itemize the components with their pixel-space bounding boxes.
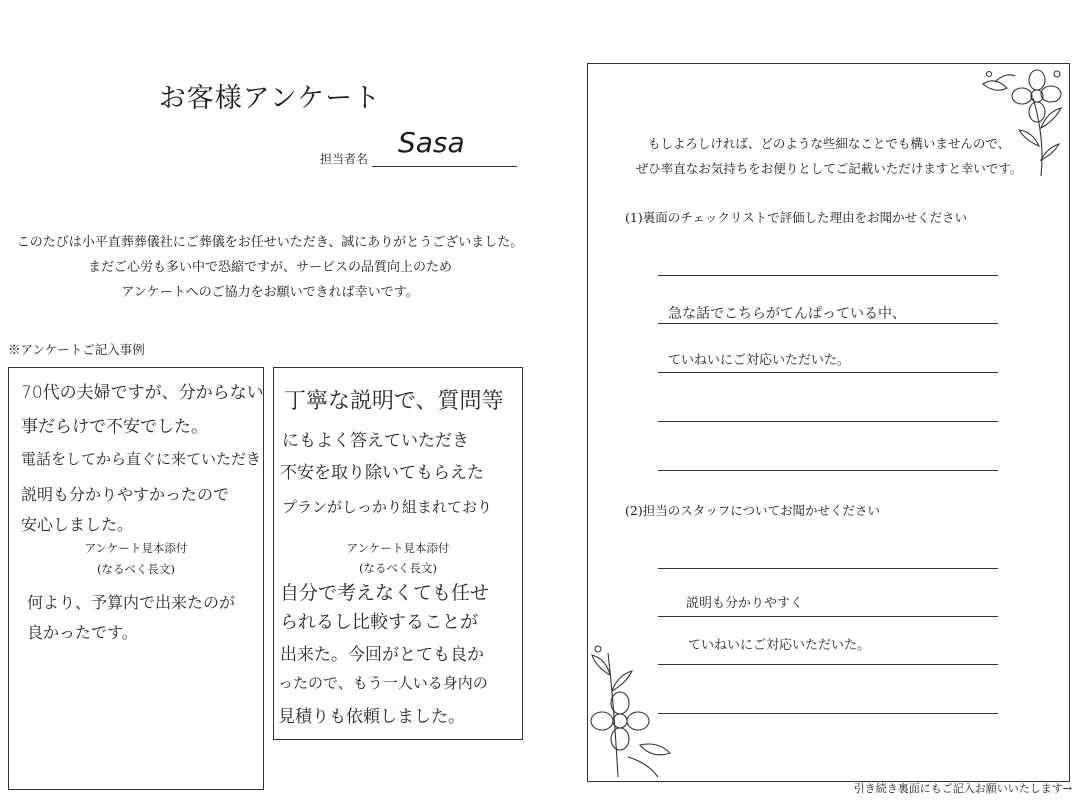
answer-line bbox=[658, 470, 998, 471]
example-box-right bbox=[273, 367, 523, 740]
handwritten-line: 出来た。今回がとても良か bbox=[280, 645, 484, 665]
handwritten-line: 安心しました。 bbox=[21, 515, 134, 534]
footer-note: 引き続き裏面にもご記入お願いいたします→ bbox=[853, 782, 1072, 795]
answer-line bbox=[658, 275, 998, 276]
intro-line: まだご心労も多い中で恐縮ですが、サービスの品質向上のため bbox=[87, 260, 452, 275]
handwritten-line: 不安を取り除いてもらえた bbox=[280, 463, 484, 483]
handwritten-line: 丁寧な説明で、質問等 bbox=[284, 389, 504, 414]
intro-line: アンケートへのご協力をお願いできれば幸いです。 bbox=[121, 285, 419, 300]
handwritten-line: にもよく答えていただき bbox=[282, 431, 469, 451]
answer-line bbox=[658, 421, 998, 422]
example-box-left bbox=[8, 367, 264, 790]
question-1: (1)裏面のチェックリストで評価した理由をお聞かせください bbox=[625, 210, 968, 225]
answer-line bbox=[658, 664, 998, 665]
page-title: お客様アンケート bbox=[158, 83, 382, 114]
staff-name-underline bbox=[372, 166, 517, 167]
letter-intro bbox=[590, 131, 1068, 181]
handwritten-line: 電話をしてから直ぐに来ていただき bbox=[21, 450, 262, 468]
answer-line bbox=[658, 616, 998, 617]
handwritten-line: 何より、予算内で出来たのが bbox=[27, 593, 236, 612]
example-caption: アンケート見本添付 bbox=[346, 541, 450, 555]
example-caption: アンケート見本添付 bbox=[84, 541, 188, 555]
examples-label: ※アンケートご記入事例 bbox=[8, 342, 145, 357]
handwritten-line: 説明も分かりやすかったので bbox=[21, 485, 230, 504]
answer-line bbox=[658, 713, 998, 714]
letter-intro-line: もしよろしければ、どのような些細なことでも構いませんので、 bbox=[647, 136, 1011, 151]
letter-intro-line: ぜひ率直なお気持ちをお便りとしてご記載いただけますと幸いです。 bbox=[635, 161, 1023, 176]
staff-name-label: 担当者名 bbox=[320, 152, 369, 166]
handwritten-line: 見積りも依頼しました。 bbox=[278, 707, 465, 727]
handwritten-answer: ていねいにご対応いただいた。 bbox=[688, 638, 871, 653]
handwritten-line: 自分で考えなくても任せ bbox=[280, 582, 490, 604]
example-caption-sub: (なるべく長文) bbox=[359, 561, 437, 575]
handwritten-line: ったので、もう一人いる身内の bbox=[278, 674, 488, 692]
answer-line bbox=[658, 372, 998, 373]
handwritten-line: 70代の夫婦ですが、分からない bbox=[21, 383, 264, 403]
handwritten-answer: ていねいにご対応いただいた。 bbox=[668, 353, 851, 368]
handwritten-line: 事だらけで不安でした。 bbox=[21, 417, 208, 437]
handwritten-answer: 説明も分かりやすく bbox=[686, 596, 804, 611]
handwritten-line: られるし比較することが bbox=[280, 612, 478, 633]
handwritten-line: 良かったです。 bbox=[27, 623, 138, 642]
handwritten-line: プランがしっかり組まれており bbox=[282, 498, 493, 516]
intro-line: このたびは小平直葬葬儀社にご葬儀をお任せいただき、誠にありがとうございました。 bbox=[16, 235, 524, 250]
question-2: (2)担当のスタッフについてお聞かせください bbox=[625, 503, 880, 518]
answer-line bbox=[658, 323, 998, 324]
answer-line bbox=[658, 568, 998, 569]
example-caption-sub: (なるべく長文) bbox=[97, 562, 175, 576]
handwritten-answer: 急な話でこちらがてんぱっている中、 bbox=[668, 306, 906, 322]
staff-signature: Sasa bbox=[398, 126, 465, 159]
intro-text bbox=[0, 230, 540, 305]
